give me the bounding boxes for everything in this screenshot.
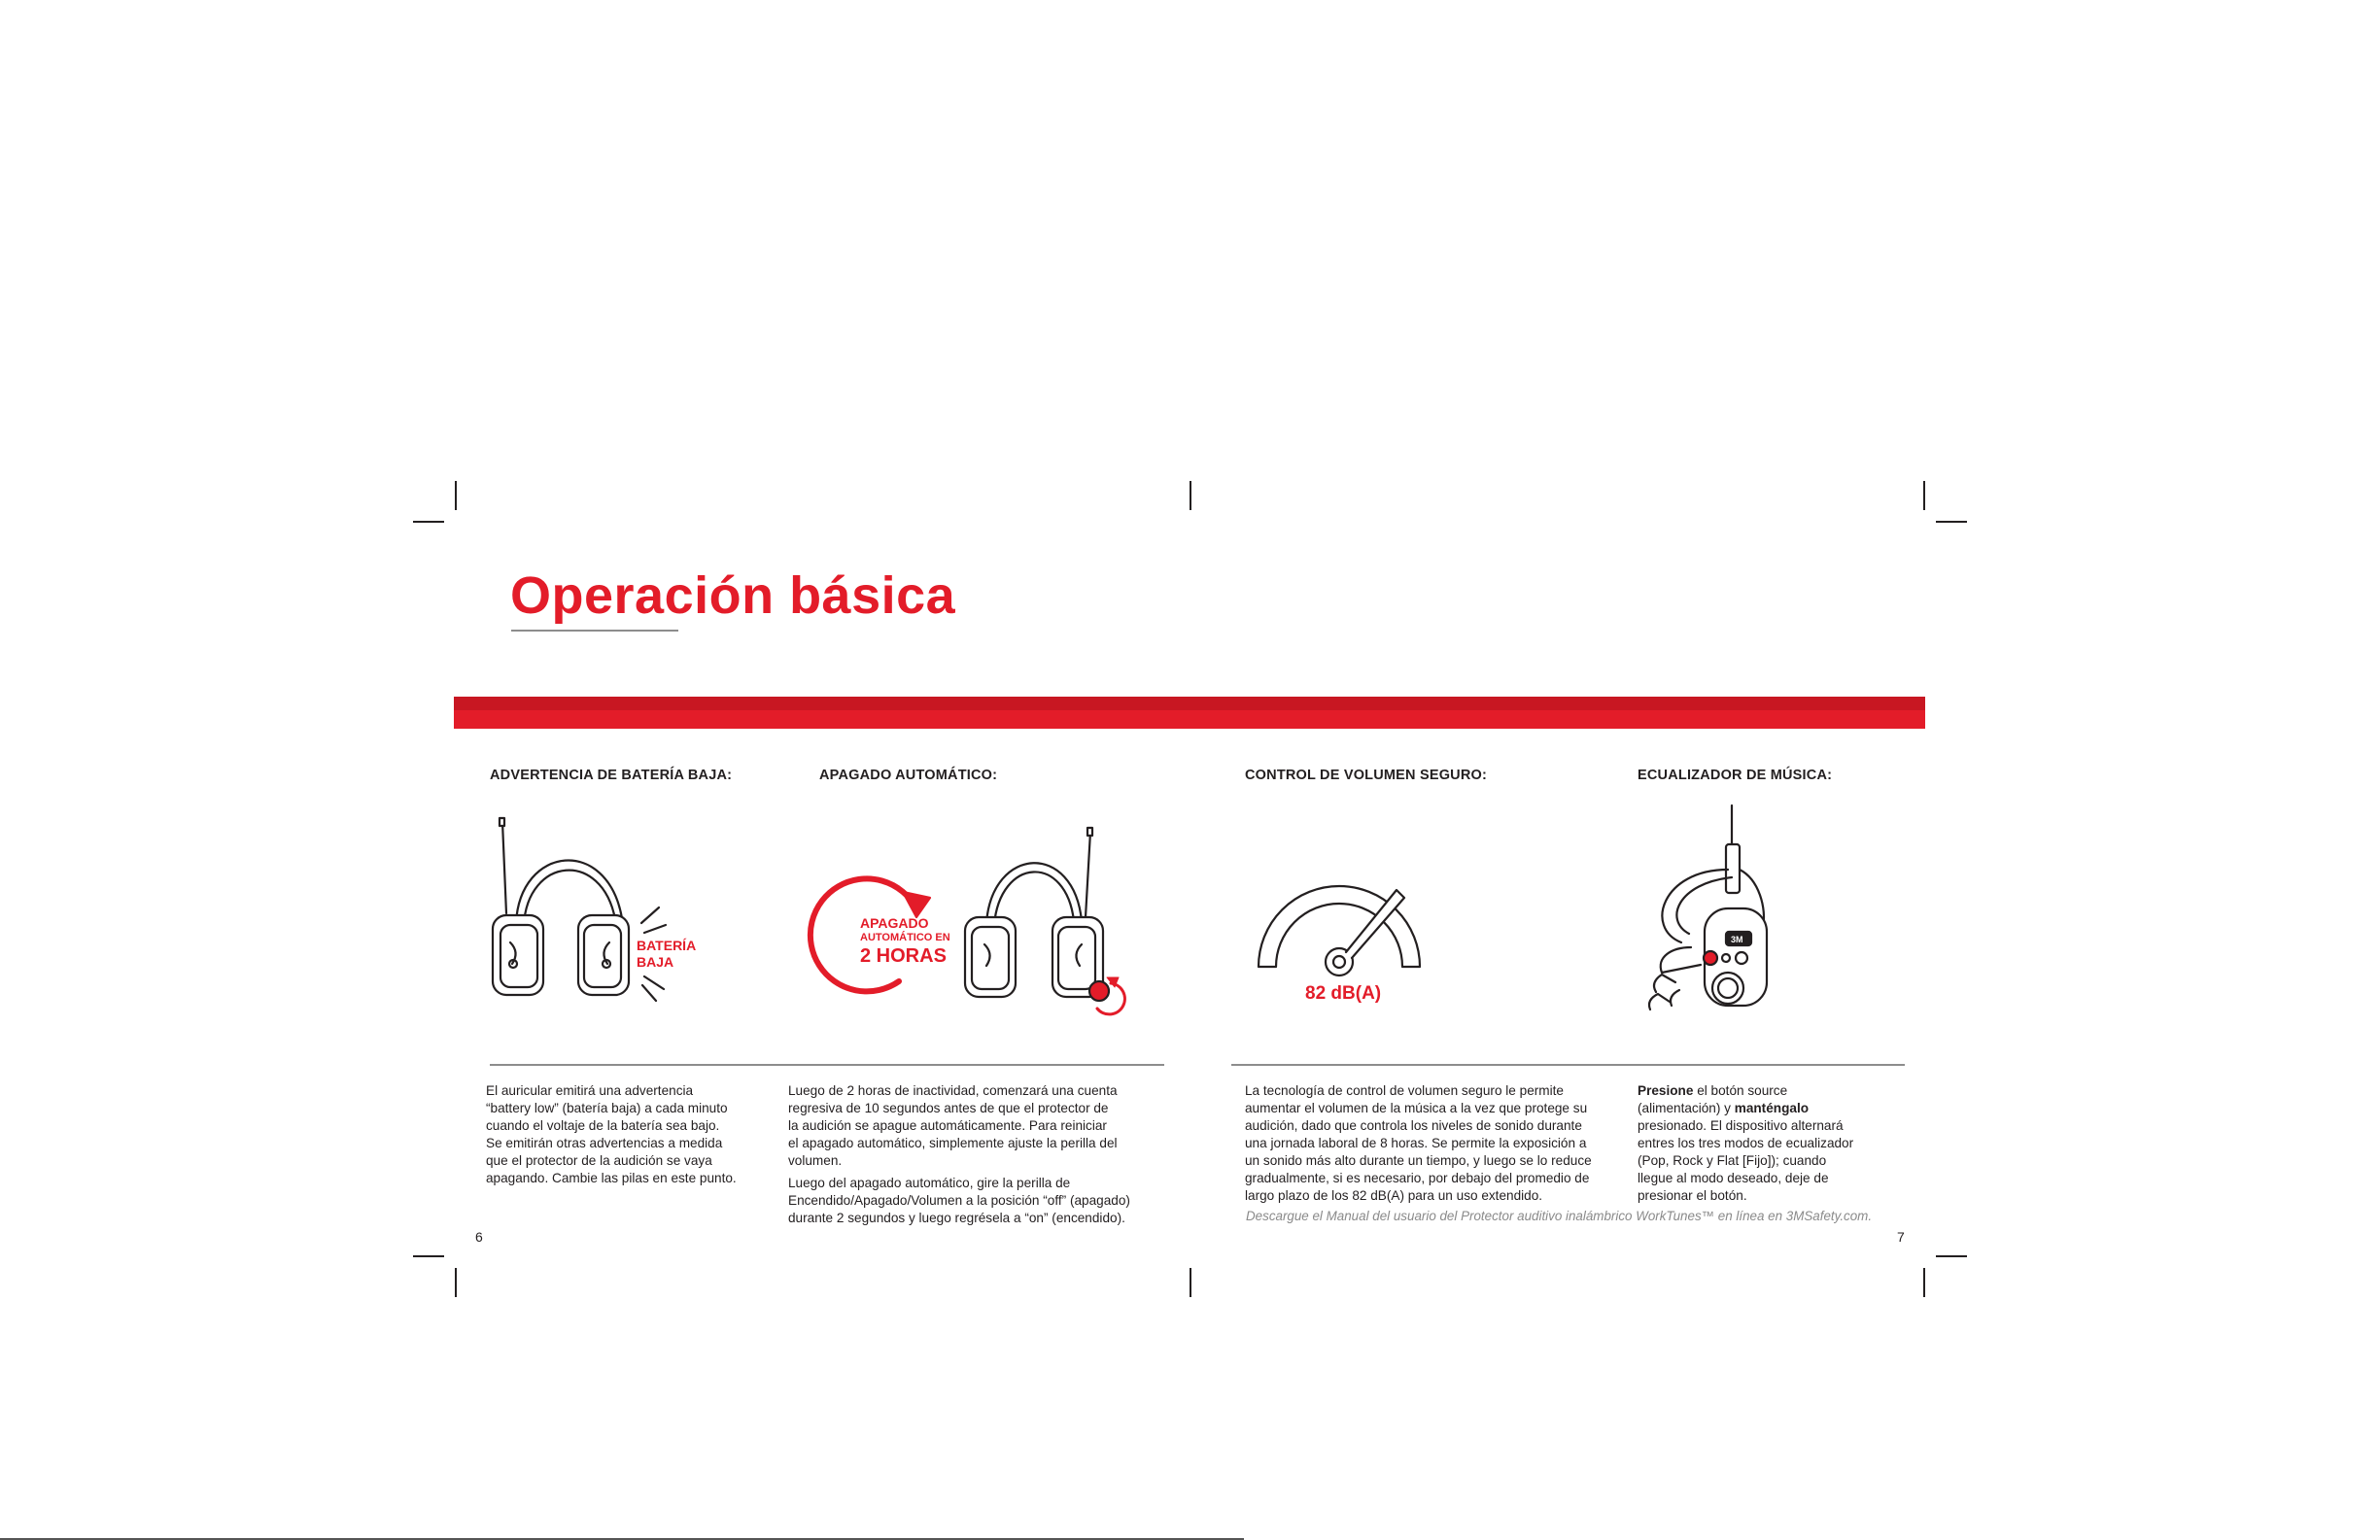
crop-mark: [1936, 521, 1967, 523]
heading-auto-off: APAGADO AUTOMÁTICO:: [819, 768, 998, 783]
section-divider-left: [490, 1064, 1164, 1066]
section-divider-right: [1231, 1064, 1905, 1066]
battery-description: El auricular emitirá una advertencia “battery low” (batería baja) a cada minuto cuando el voltaje de la batería sea bajo. Se emitirán otras advertencias a medida que el protector de la audición se vaya apagando. Cambie las pilas en este punto.: [486, 1083, 737, 1185]
heading-battery: ADVERTENCIA DE BATERÍA BAJA:: [490, 768, 733, 783]
battery-low-label: BATERÍA: [637, 938, 697, 953]
auto-off-description: Luego de 2 horas de inactividad, comenzará una cuenta regresiva de 10 segundos antes de que el protector de la audición se apague automáticamente. Para reiniciar el apagado automático, simplemente ajuste la perilla del volumen. Luego del apagado automático, gire la perilla de Encendido/Apagado/Volumen a la posición “off” (apagado) durante 2 segundos y luego regrésela a “on” (encendido).: [788, 1083, 1130, 1225]
volume-description: La tecnología de control de volumen seguro le permite aumentar el volumen de la música a la vez que protege su audición, dado que controla los niveles de sonido durante una jornada laboral de 8 horas. Se permite la exposición a un sonido más alto durante un tiempo, y luego se lo reduce gradualmente, si es necesario, por debajo del promedio de largo plazo de los 82 dB(A) para un uso extendido.: [1245, 1083, 1592, 1203]
crop-mark: [1923, 481, 1925, 510]
crop-mark: [1923, 1268, 1925, 1297]
heading-equalizer: ECUALIZADOR DE MÚSICA:: [1638, 768, 1833, 783]
volume-gauge-illustration: [1249, 874, 1433, 1020]
auto-off-label: APAGADO: [860, 915, 929, 931]
crop-mark: [455, 481, 457, 510]
title-underline: [511, 630, 678, 632]
footer-note: Descargue el Manual del usuario del Protector auditivo inalámbrico WorkTunes™ en línea en 3MSafety.com.: [1246, 1209, 1873, 1223]
crop-mark: [1190, 1268, 1191, 1297]
crop-mark: [413, 1255, 444, 1257]
equalizer-illustration: [1642, 802, 1778, 1020]
brand-3m-logo: 3M: [1731, 935, 1743, 944]
battery-low-label: BAJA: [637, 954, 674, 970]
page-title: Operación básica: [510, 566, 956, 625]
page-number-right: 7: [1897, 1229, 1905, 1245]
auto-off-label: 2 HORAS: [860, 945, 947, 967]
page-number-left: 6: [475, 1229, 483, 1245]
headset-low-battery-illustration: [481, 816, 714, 1010]
auto-off-label: AUTOMÁTICO EN: [860, 932, 950, 943]
crop-mark: [1936, 1255, 1967, 1257]
red-band: [454, 697, 1925, 729]
equalizer-description: Presione el botón source (alimentación) y manténgalo presionado. El dispositivo alternará entres los tres modos de ecualizador (Pop, Rock y Flat [Fijo]); cuando llegue al modo deseado, deje de presionar el botón.: [1638, 1083, 1854, 1203]
heading-volume: CONTROL DE VOLUMEN SEGURO:: [1245, 768, 1488, 783]
auto-off-illustration: [811, 816, 1132, 1010]
gauge-db-label: 82 dB(A): [1305, 983, 1382, 1004]
crop-mark: [455, 1268, 457, 1297]
crop-mark: [1190, 481, 1191, 510]
crop-mark: [413, 521, 444, 523]
